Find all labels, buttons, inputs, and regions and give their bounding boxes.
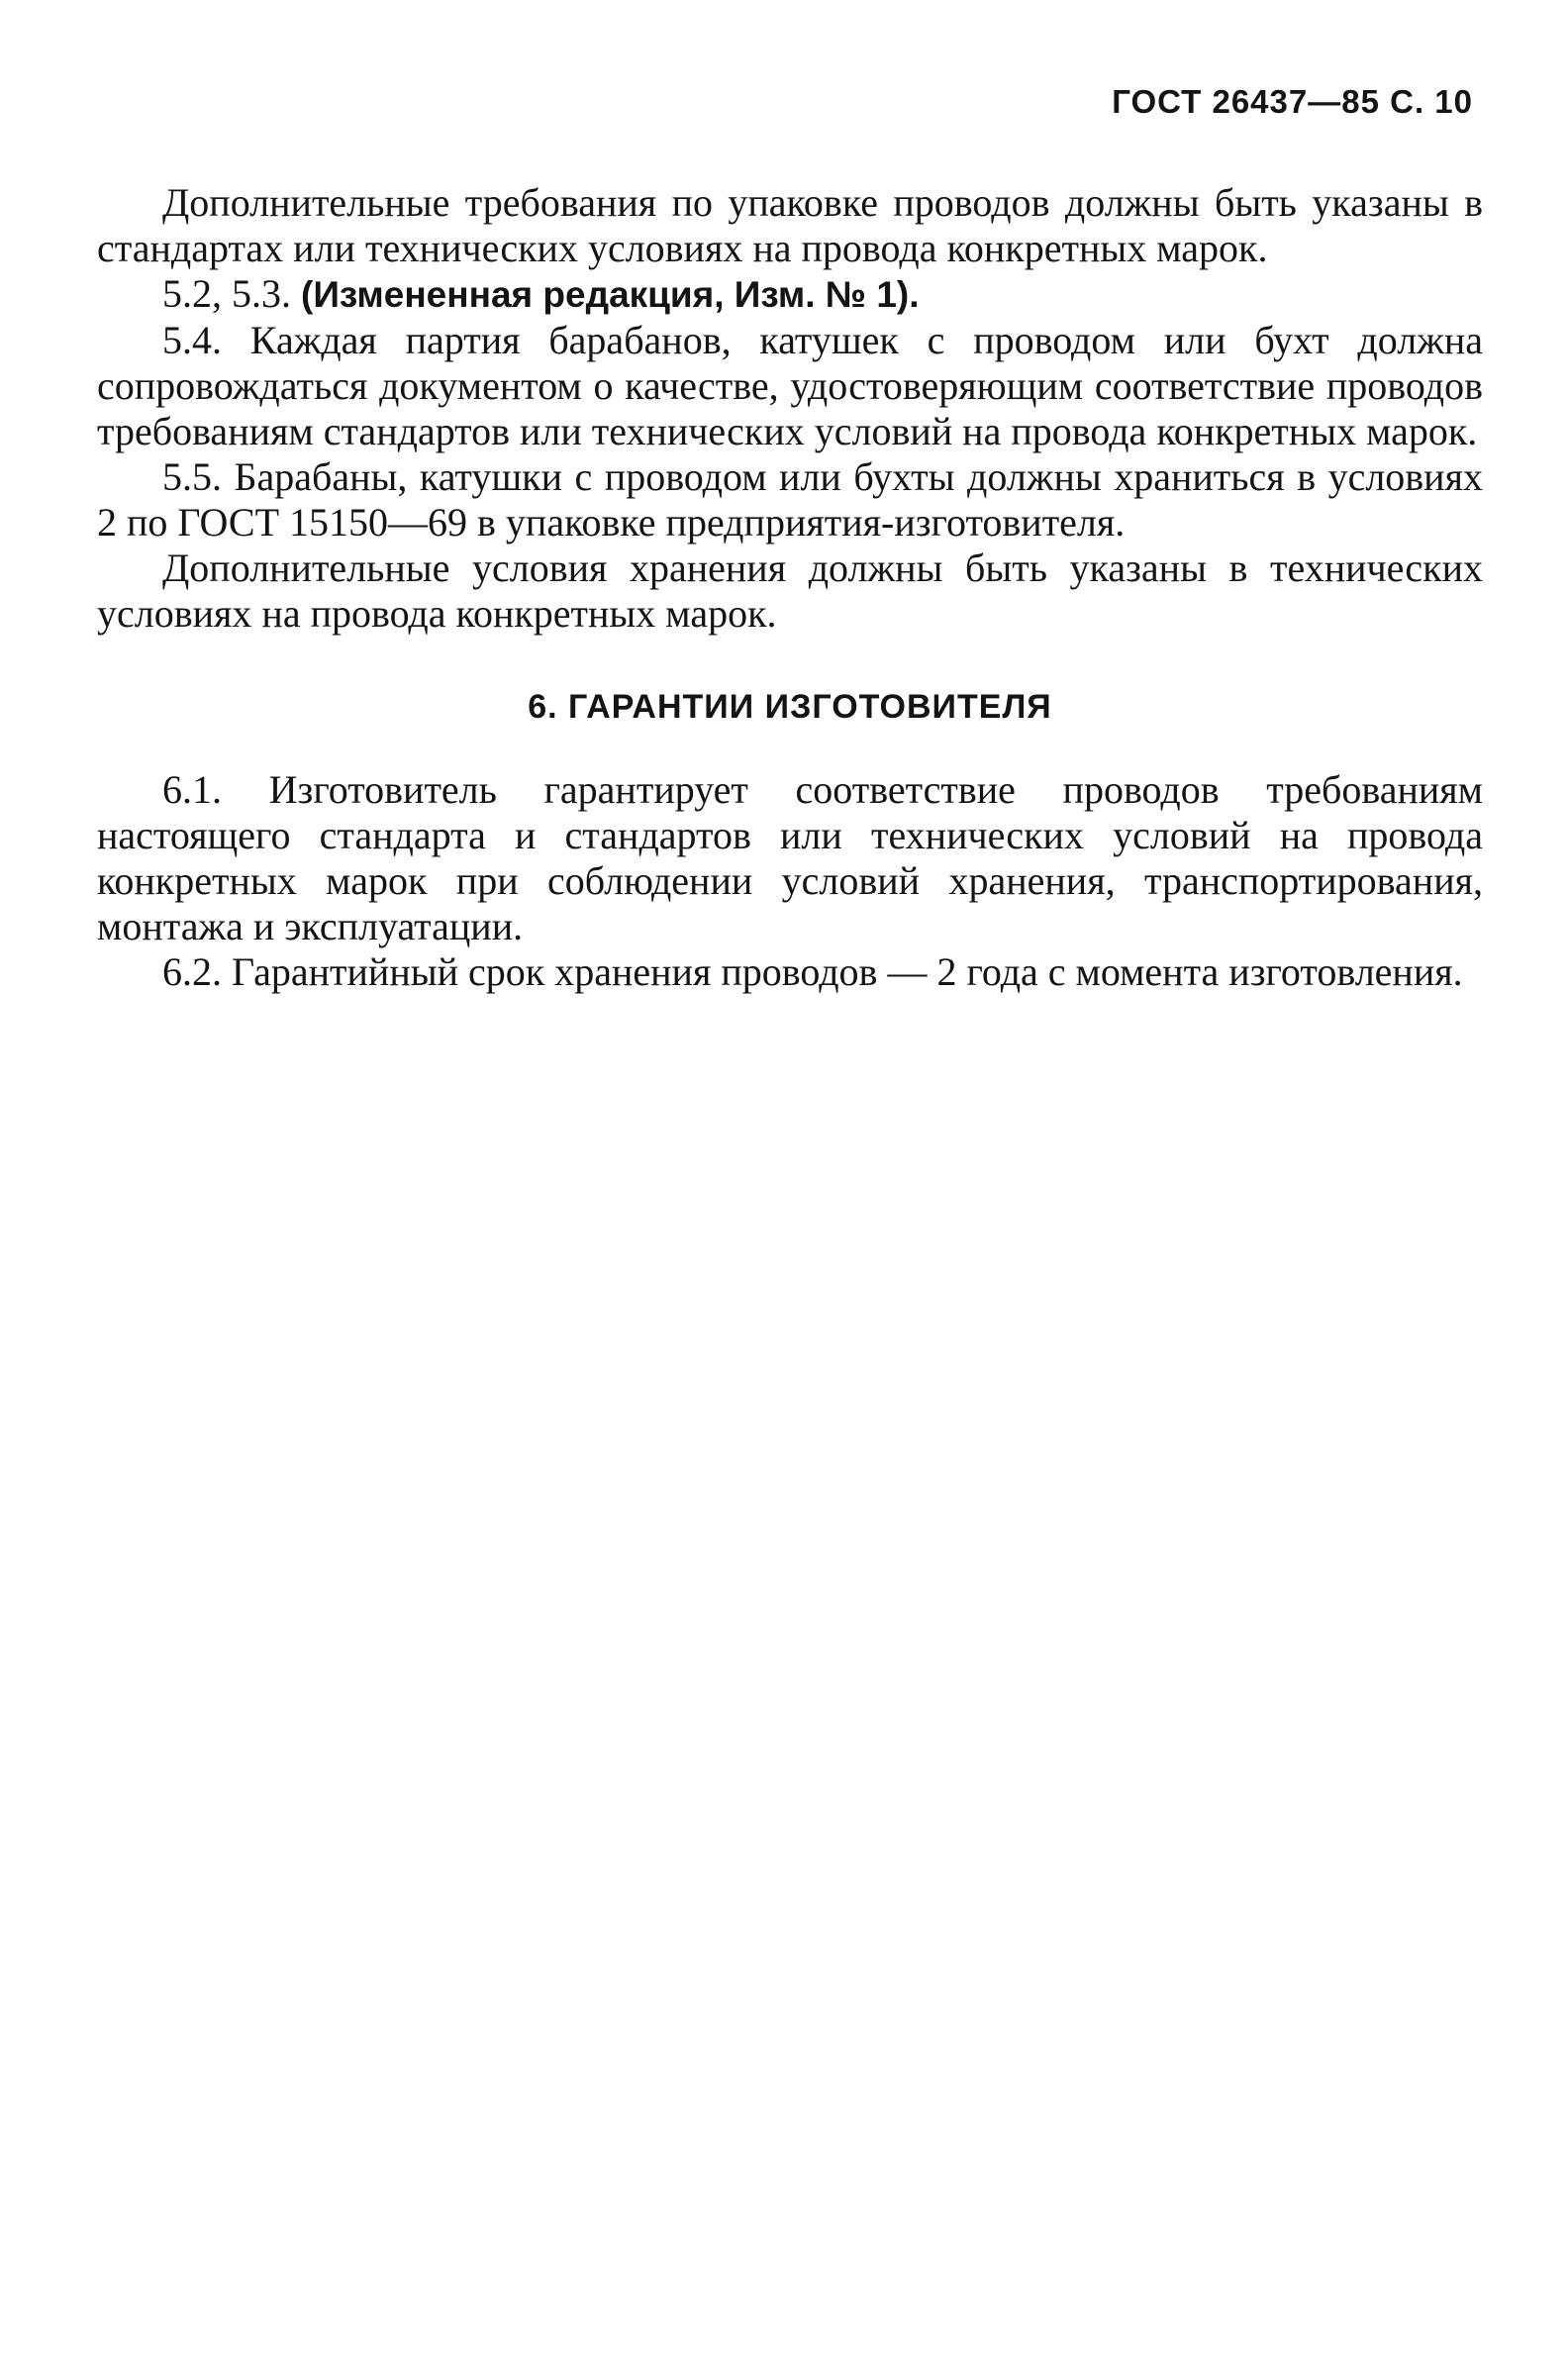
paragraph-amendment-note bbox=[97, 271, 1483, 318]
paragraph-5-5: 5.5. Барабаны, катушки с проводом или бухты должны храниться в условиях 2 по ГОСТ 15150—69 в упаковке предприятия-изготовителя. bbox=[97, 454, 1483, 545]
page-header: ГОСТ 26437—85 С. 10 bbox=[1112, 83, 1473, 120]
paragraph-storage-conditions: Дополнительные условия хранения должны быть указаны в технических условиях на провода конкретных марок. bbox=[97, 545, 1483, 636]
document-body bbox=[97, 180, 1483, 995]
section-title-manufacturer-warranty: 6. ГАРАНТИИ ИЗГОТОВИТЕЛЯ bbox=[528, 688, 1052, 726]
amendment-text: (Измененная редакция, Изм. № 1). bbox=[301, 274, 920, 315]
paragraph-6-2: 6.2. Гарантийный срок хранения проводов — 2 года с момента изготовления. bbox=[162, 949, 1463, 994]
paragraph-5-4: 5.4. Каждая партия барабанов, катушек с проводом или бухт должна сопровождаться документом о качестве, удостоверяющим соответствие проводов требованиям стандартов или технических условий на провода конкретных марок. bbox=[97, 318, 1483, 453]
paragraph-packaging-requirements: Дополнительные требования по упаковке проводов должны быть указаны в стандартах или технических условиях на провода конкретных марок. bbox=[97, 180, 1483, 270]
paragraph-6-1: 6.1. Изготовитель гарантирует соответствие проводов требованиям настоящего стандарта и стандартов или технических условий на провода конкретных марок при соблюдении условий хранения, транспортирования, монтажа и эксплуатации. bbox=[97, 767, 1483, 948]
amendment-clause-numbers: 5.2, 5.3. bbox=[162, 271, 301, 316]
